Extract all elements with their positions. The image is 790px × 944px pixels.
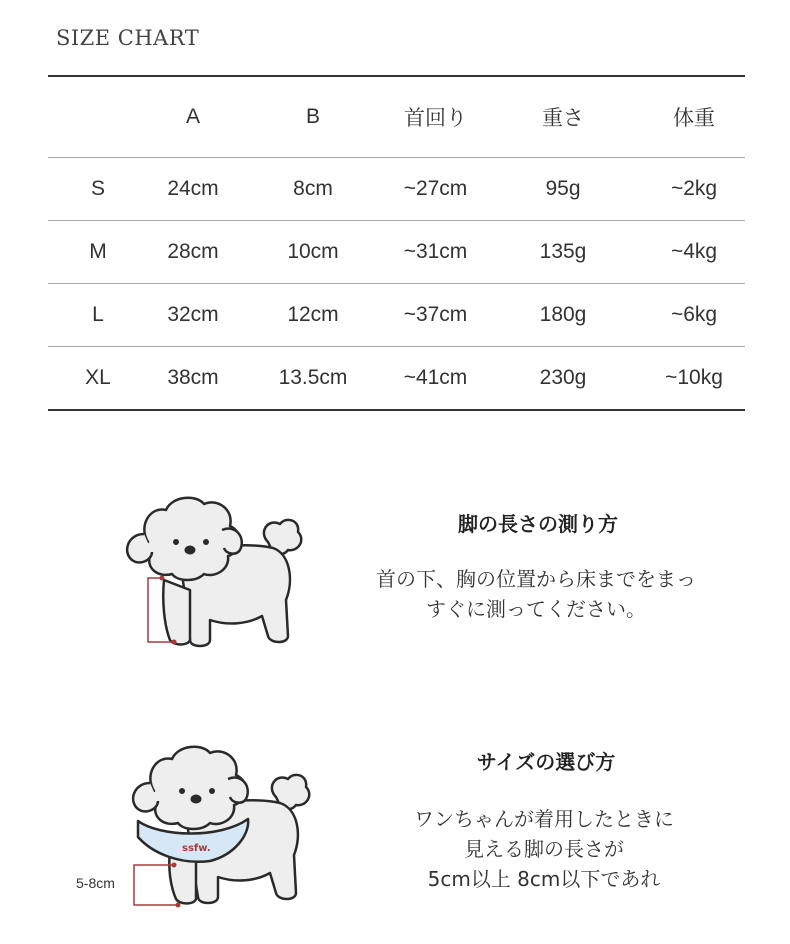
size-label-cell: L — [48, 284, 148, 347]
measure-method-line: すぐに測ってください。 — [426, 597, 646, 621]
table-cell: 38cm — [167, 366, 219, 389]
table-cell: 10cm — [238, 221, 388, 284]
measure-method-text — [346, 564, 726, 624]
table-cell: 180g — [483, 284, 643, 347]
table-cell: ~4kg — [643, 221, 745, 284]
table-cell: 230g — [539, 366, 587, 389]
header-cell-size — [48, 76, 148, 158]
table-row — [48, 221, 745, 284]
table-row — [48, 347, 745, 411]
header-cell-b: B — [238, 76, 388, 158]
table-row — [48, 158, 745, 221]
table-cell: 13.5cm — [278, 366, 348, 389]
measure-range-label: 5-8cm — [76, 875, 115, 891]
header-cell-weight: 重さ — [483, 76, 643, 158]
table-cell: 24cm — [148, 158, 238, 221]
size-chart-table — [48, 75, 745, 411]
size-selection-line: 5cm以上 8cm以下であれ — [427, 867, 661, 891]
table-cell: ~31cm — [388, 221, 483, 284]
table-header-row — [48, 76, 745, 158]
table-row — [48, 284, 745, 347]
measure-method-heading: 脚の長さの測り方 — [458, 512, 618, 536]
size-selection-text — [354, 804, 734, 894]
table-cell: ~37cm — [388, 284, 483, 347]
bib-label: ssfw. — [182, 843, 211, 854]
header-cell-neck: 首回り — [388, 76, 483, 158]
table-cell: ~27cm — [388, 158, 483, 221]
size-selection-line: 見える脚の長さが — [464, 837, 624, 861]
dog-measuring-illustration — [118, 490, 308, 655]
table-cell: ~6kg — [643, 284, 745, 347]
size-selection-line: ワンちゃんが着用したときに — [414, 807, 674, 831]
table-cell: 32cm — [148, 284, 238, 347]
size-selection-heading: サイズの選び方 — [476, 750, 616, 774]
table-cell: ~41cm — [403, 366, 468, 389]
size-label-cell: XL — [85, 366, 111, 389]
table-cell: ~2kg — [643, 158, 745, 221]
table-cell: 8cm — [238, 158, 388, 221]
header-cell-a: A — [148, 76, 238, 158]
header-cell-body-weight: 体重 — [643, 76, 745, 158]
table-cell: 12cm — [238, 284, 388, 347]
table-cell: ~10kg — [665, 366, 723, 389]
page-title: SIZE CHART — [56, 26, 200, 50]
table-cell: 28cm — [148, 221, 238, 284]
table-cell: 95g — [483, 158, 643, 221]
size-label-cell: S — [48, 158, 148, 221]
table-cell: 135g — [483, 221, 643, 284]
size-label-cell: M — [48, 221, 148, 284]
measure-method-line: 首の下、胸の位置から床までをまっ — [376, 567, 696, 591]
